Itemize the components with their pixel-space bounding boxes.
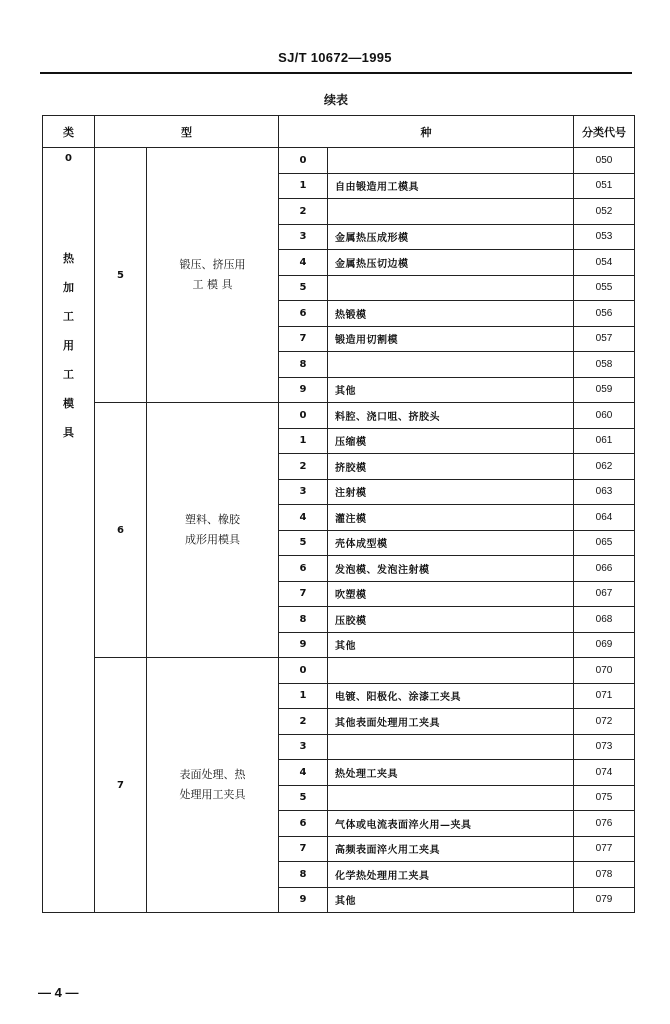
kind-code: 2 bbox=[279, 709, 328, 735]
kind-name bbox=[328, 275, 574, 301]
classification-code: 068 bbox=[574, 607, 635, 633]
kind-name: 气体或电流表面淬火用—夹具 bbox=[328, 811, 574, 837]
kind-code: 7 bbox=[279, 326, 328, 352]
classification-code: 054 bbox=[574, 250, 635, 276]
classification-code: 073 bbox=[574, 734, 635, 760]
type-name-line: 处理用工夹具 bbox=[179, 788, 246, 801]
classification-code: 055 bbox=[574, 275, 635, 301]
classification-code: 076 bbox=[574, 811, 635, 837]
class-name-char: 加 bbox=[63, 281, 74, 294]
class-name-char: 用 bbox=[63, 339, 74, 352]
kind-name: 其他表面处理用工夹具 bbox=[328, 709, 574, 735]
kind-code: 3 bbox=[279, 479, 328, 505]
classification-code: 059 bbox=[574, 377, 635, 403]
kind-code: 0 bbox=[279, 658, 328, 684]
kind-name bbox=[328, 199, 574, 225]
kind-code: 4 bbox=[279, 505, 328, 531]
class-code: 0 bbox=[65, 153, 72, 164]
classification-code: 052 bbox=[574, 199, 635, 225]
kind-code: 8 bbox=[279, 607, 328, 633]
kind-code: 3 bbox=[279, 224, 328, 250]
classification-code: 056 bbox=[574, 301, 635, 327]
page-number: — 4 — bbox=[38, 985, 79, 1000]
kind-name: 热锻模 bbox=[328, 301, 574, 327]
classification-code: 072 bbox=[574, 709, 635, 735]
type-name-line: 塑料、橡胶 bbox=[185, 513, 240, 526]
kind-code: 7 bbox=[279, 581, 328, 607]
type-name bbox=[147, 658, 279, 913]
kind-code: 8 bbox=[279, 352, 328, 378]
classification-code: 074 bbox=[574, 760, 635, 786]
classification-code: 058 bbox=[574, 352, 635, 378]
kind-name bbox=[328, 148, 574, 174]
kind-code: 5 bbox=[279, 275, 328, 301]
header-code: 分类代号 bbox=[574, 116, 635, 148]
classification-code: 079 bbox=[574, 887, 635, 913]
classification-code: 060 bbox=[574, 403, 635, 429]
type-code: 7 bbox=[95, 658, 147, 913]
classification-code: 065 bbox=[574, 530, 635, 556]
classification-code: 063 bbox=[574, 479, 635, 505]
classification-code: 062 bbox=[574, 454, 635, 480]
kind-code: 5 bbox=[279, 530, 328, 556]
kind-name bbox=[328, 785, 574, 811]
kind-name: 挤胶模 bbox=[328, 454, 574, 480]
kind-name: 发泡模、发泡注射模 bbox=[328, 556, 574, 582]
table-header-row bbox=[43, 116, 635, 148]
kind-code: 9 bbox=[279, 377, 328, 403]
kind-code: 6 bbox=[279, 301, 328, 327]
kind-name bbox=[328, 734, 574, 760]
kind-code: 9 bbox=[279, 887, 328, 913]
standard-number: SJ/T 10672—1995 bbox=[278, 50, 392, 65]
classification-code: 057 bbox=[574, 326, 635, 352]
header-rule bbox=[40, 72, 632, 74]
kind-name: 吹塑模 bbox=[328, 581, 574, 607]
classification-code: 066 bbox=[574, 556, 635, 582]
header-type: 型 bbox=[95, 116, 279, 148]
table-body bbox=[43, 148, 635, 913]
class-name-char: 工 bbox=[63, 368, 74, 381]
kind-name bbox=[328, 658, 574, 684]
kind-name: 其他 bbox=[328, 377, 574, 403]
kind-code: 4 bbox=[279, 250, 328, 276]
kind-name: 锻造用切割模 bbox=[328, 326, 574, 352]
classification-code: 077 bbox=[574, 836, 635, 862]
type-name bbox=[147, 403, 279, 658]
kind-code: 6 bbox=[279, 811, 328, 837]
kind-name: 其他 bbox=[328, 887, 574, 913]
kind-name: 灌注模 bbox=[328, 505, 574, 531]
classification-table bbox=[42, 115, 635, 913]
type-name-line: 工 模 具 bbox=[192, 278, 233, 291]
kind-code: 8 bbox=[279, 862, 328, 888]
table-row bbox=[43, 148, 635, 174]
kind-name: 金属热压切边模 bbox=[328, 250, 574, 276]
classification-code: 051 bbox=[574, 173, 635, 199]
type-name bbox=[147, 148, 279, 403]
kind-name: 料腔、浇口咀、挤胶头 bbox=[328, 403, 574, 429]
kind-code: 9 bbox=[279, 632, 328, 658]
classification-code: 075 bbox=[574, 785, 635, 811]
type-name-line: 锻压、挤压用 bbox=[179, 258, 246, 271]
kind-code: 1 bbox=[279, 683, 328, 709]
kind-code: 1 bbox=[279, 428, 328, 454]
kind-name: 金属热压成形模 bbox=[328, 224, 574, 250]
kind-code: 0 bbox=[279, 148, 328, 174]
kind-code: 3 bbox=[279, 734, 328, 760]
header-class: 类 bbox=[43, 116, 95, 148]
kind-name bbox=[328, 352, 574, 378]
kind-name: 注射模 bbox=[328, 479, 574, 505]
class-name-char: 具 bbox=[63, 426, 74, 439]
type-name-line: 成形用模具 bbox=[185, 533, 240, 546]
classification-code: 070 bbox=[574, 658, 635, 684]
type-name-line: 表面处理、热 bbox=[179, 768, 246, 781]
kind-code: 6 bbox=[279, 556, 328, 582]
kind-name: 其他 bbox=[328, 632, 574, 658]
kind-code: 0 bbox=[279, 403, 328, 429]
class-name-char: 热 bbox=[63, 252, 74, 265]
kind-name: 自由锻造用工模具 bbox=[328, 173, 574, 199]
header-kind: 种 bbox=[279, 116, 574, 148]
class-name-char: 模 bbox=[63, 397, 74, 410]
kind-name: 高频表面淬火用工夹具 bbox=[328, 836, 574, 862]
kind-code: 2 bbox=[279, 454, 328, 480]
kind-code: 4 bbox=[279, 760, 328, 786]
class-cell bbox=[43, 148, 95, 913]
classification-code: 050 bbox=[574, 148, 635, 174]
kind-name: 压缩模 bbox=[328, 428, 574, 454]
classification-code: 071 bbox=[574, 683, 635, 709]
classification-code: 069 bbox=[574, 632, 635, 658]
kind-name: 电镀、阳极化、涂漆工夹具 bbox=[328, 683, 574, 709]
classification-code: 053 bbox=[574, 224, 635, 250]
kind-code: 1 bbox=[279, 173, 328, 199]
kind-name: 化学热处理用工夹具 bbox=[328, 862, 574, 888]
table-row bbox=[43, 403, 635, 429]
classification-code: 067 bbox=[574, 581, 635, 607]
kind-name: 壳体成型模 bbox=[328, 530, 574, 556]
classification-code: 061 bbox=[574, 428, 635, 454]
class-name-char: 工 bbox=[63, 310, 74, 323]
classification-code: 064 bbox=[574, 505, 635, 531]
kind-code: 7 bbox=[279, 836, 328, 862]
kind-code: 2 bbox=[279, 199, 328, 225]
type-code: 5 bbox=[95, 148, 147, 403]
kind-name: 热处理工夹具 bbox=[328, 760, 574, 786]
kind-name: 压胶模 bbox=[328, 607, 574, 633]
type-code: 6 bbox=[95, 403, 147, 658]
classification-code: 078 bbox=[574, 862, 635, 888]
table-row bbox=[43, 658, 635, 684]
kind-code: 5 bbox=[279, 785, 328, 811]
table-subtitle: 续表 bbox=[323, 93, 348, 107]
